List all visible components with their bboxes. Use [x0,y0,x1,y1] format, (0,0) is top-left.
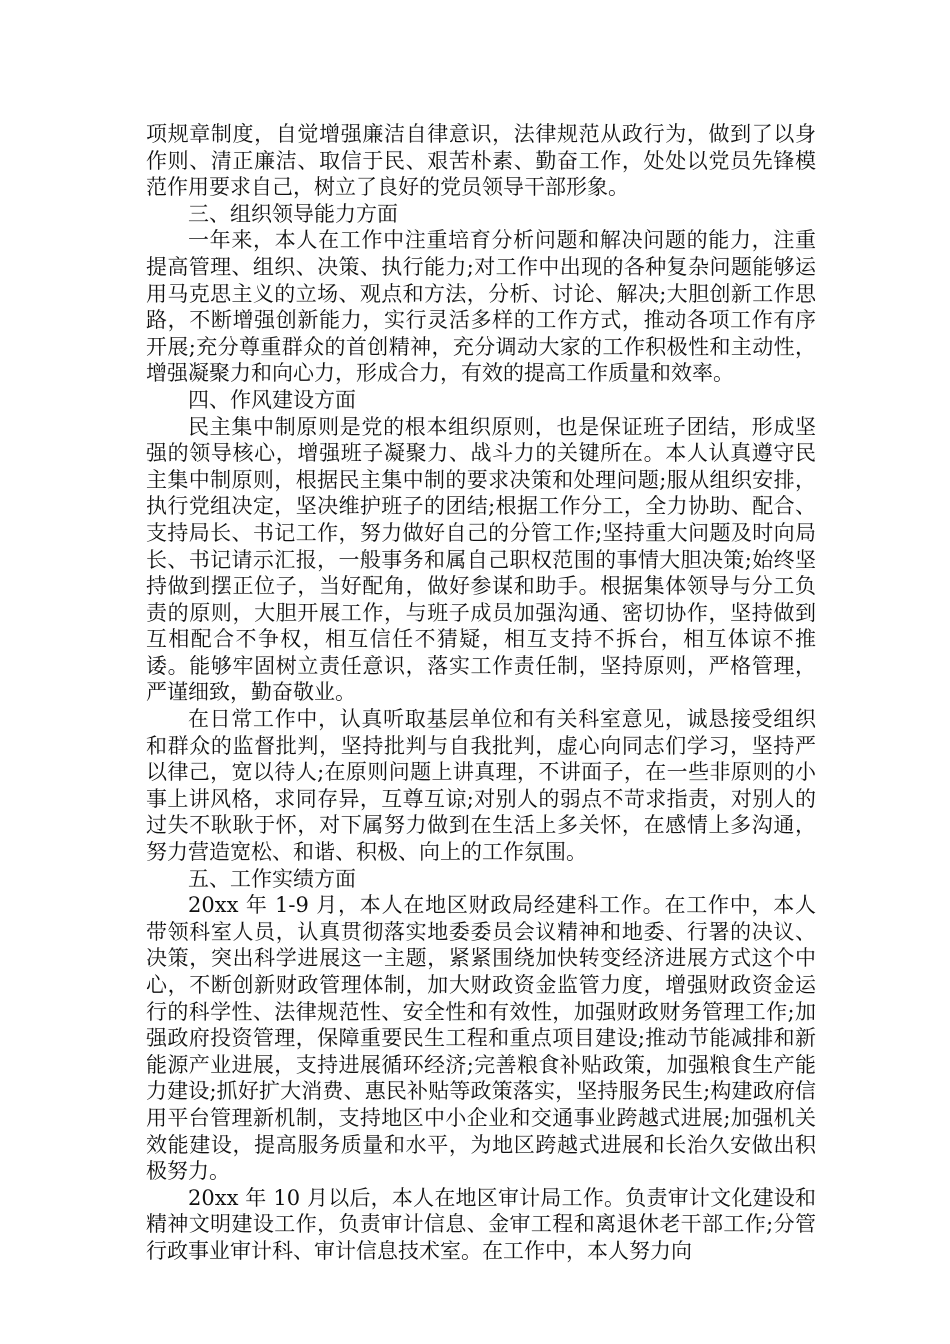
section-heading-achievements: 五、工作实绩方面 [188,866,356,891]
document-page [146,121,816,1265]
paragraph-finance-bureau: 20xx 年 1-9 月，本人在地区财政局经建科工作。在工作中，本人带领科室人员，认真贯彻落实地委委员会议精神和地委、行署的决议、决策，突出科学进展这一主题，紧紧围绕加快转变经济进展方式这个中心，不断创新财政管理体制，加大财政资金监管力度，增强财政资金运行的科学性、法律规范性、安全性和有效性，加强财政财务管理工作;加强政府投资管理，保障重要民生工程和重点项目建设;推动节能减排和新能源产业进展，支持进展循环经济;完善粮食补贴政策，加强粮食生产能力建设;抓好扩大消费、惠民补贴等政策落实，坚持服务民生;构建政府信用平台管理新机制，支持地区中小企业和交通事业跨越式进展;加强机关效能建设，提高服务质量和水平，为地区跨越式进展和长治久安做出积极努力。 [146,893,816,1184]
paragraph-daily-work: 在日常工作中，认真听取基层单位和有关科室意见，诚恳接受组织和群众的监督批判，坚持批判与自我批判，虚心向同志们学习，坚持严以律己，宽以待人;在原则问题上讲真理，不讲面子，在一些非原则的小事上讲风格，求同存异，互尊互谅;对别人的弱点不苛求指责，对别人的过失不耿耿于怀，对下属努力做到在生活上多关怀，在感情上多沟通，努力营造宽松、和谐、积极、向上的工作氛围。 [146,707,816,865]
paragraph-leadership: 一年来，本人在工作中注重培育分析问题和解决问题的能力，注重提高管理、组织、决策、执行能力;对工作中出现的各种复杂问题能够运用马克思主义的立场、观点和方法，分析、讨论、解决;大胆创新工作思路，不断增强创新能力，实行灵活多样的工作方式，推动各项工作有序开展;充分尊重群众的首创精神，充分调动大家的工作积极性和主动性，增强凝聚力和向心力，形成合力，有效的提高工作质量和效率。 [146,228,816,386]
section-heading-leadership: 三、组织领导能力方面 [188,201,398,226]
paragraph-continuation: 项规章制度，自觉增强廉洁自律意识，法律规范从政行为，做到了以身作则、清正廉洁、取信于民、艰苦朴素、勤奋工作，处处以党员先锋模范作用要求自己，树立了良好的党员领导干部形象。 [146,122,816,200]
paragraph-democratic-centralism: 民主集中制原则是党的根本组织原则，也是保证班子团结，形成坚强的领导核心，增强班子凝聚力、战斗力的关键所在。本人认真遵守民主集中制原则，根据民主集中制的要求决策和处理问题;服从组织安排，执行党组决定，坚决维护班子的团结;根据工作分工，全力协助、配合、支持局长、书记工作，努力做好自己的分管工作;坚持重大问题及时向局长、书记请示汇报，一般事务和属自己职权范围的事情大胆决策;始终坚持做到摆正位子，当好配角，做好参谋和助手。根据集体领导与分工负责的原则，大胆开展工作，与班子成员加强沟通、密切协作，坚持做到互相配合不争权，相互信任不猜疑，相互支持不拆台，相互体谅不推诿。能够牢固树立责任意识，落实工作责任制，坚持原则，严格管理，严谨细致，勤奋敬业。 [146,414,816,705]
section-heading-work-style: 四、作风建设方面 [188,387,356,412]
paragraph-audit-bureau: 20xx 年 10 月以后，本人在地区审计局工作。负责审计文化建设和精神文明建设工作，负责审计信息、金审工程和离退休老干部工作;分管行政事业审计科、审计信息技术室。在工作中，本人努力向 [146,1185,816,1263]
